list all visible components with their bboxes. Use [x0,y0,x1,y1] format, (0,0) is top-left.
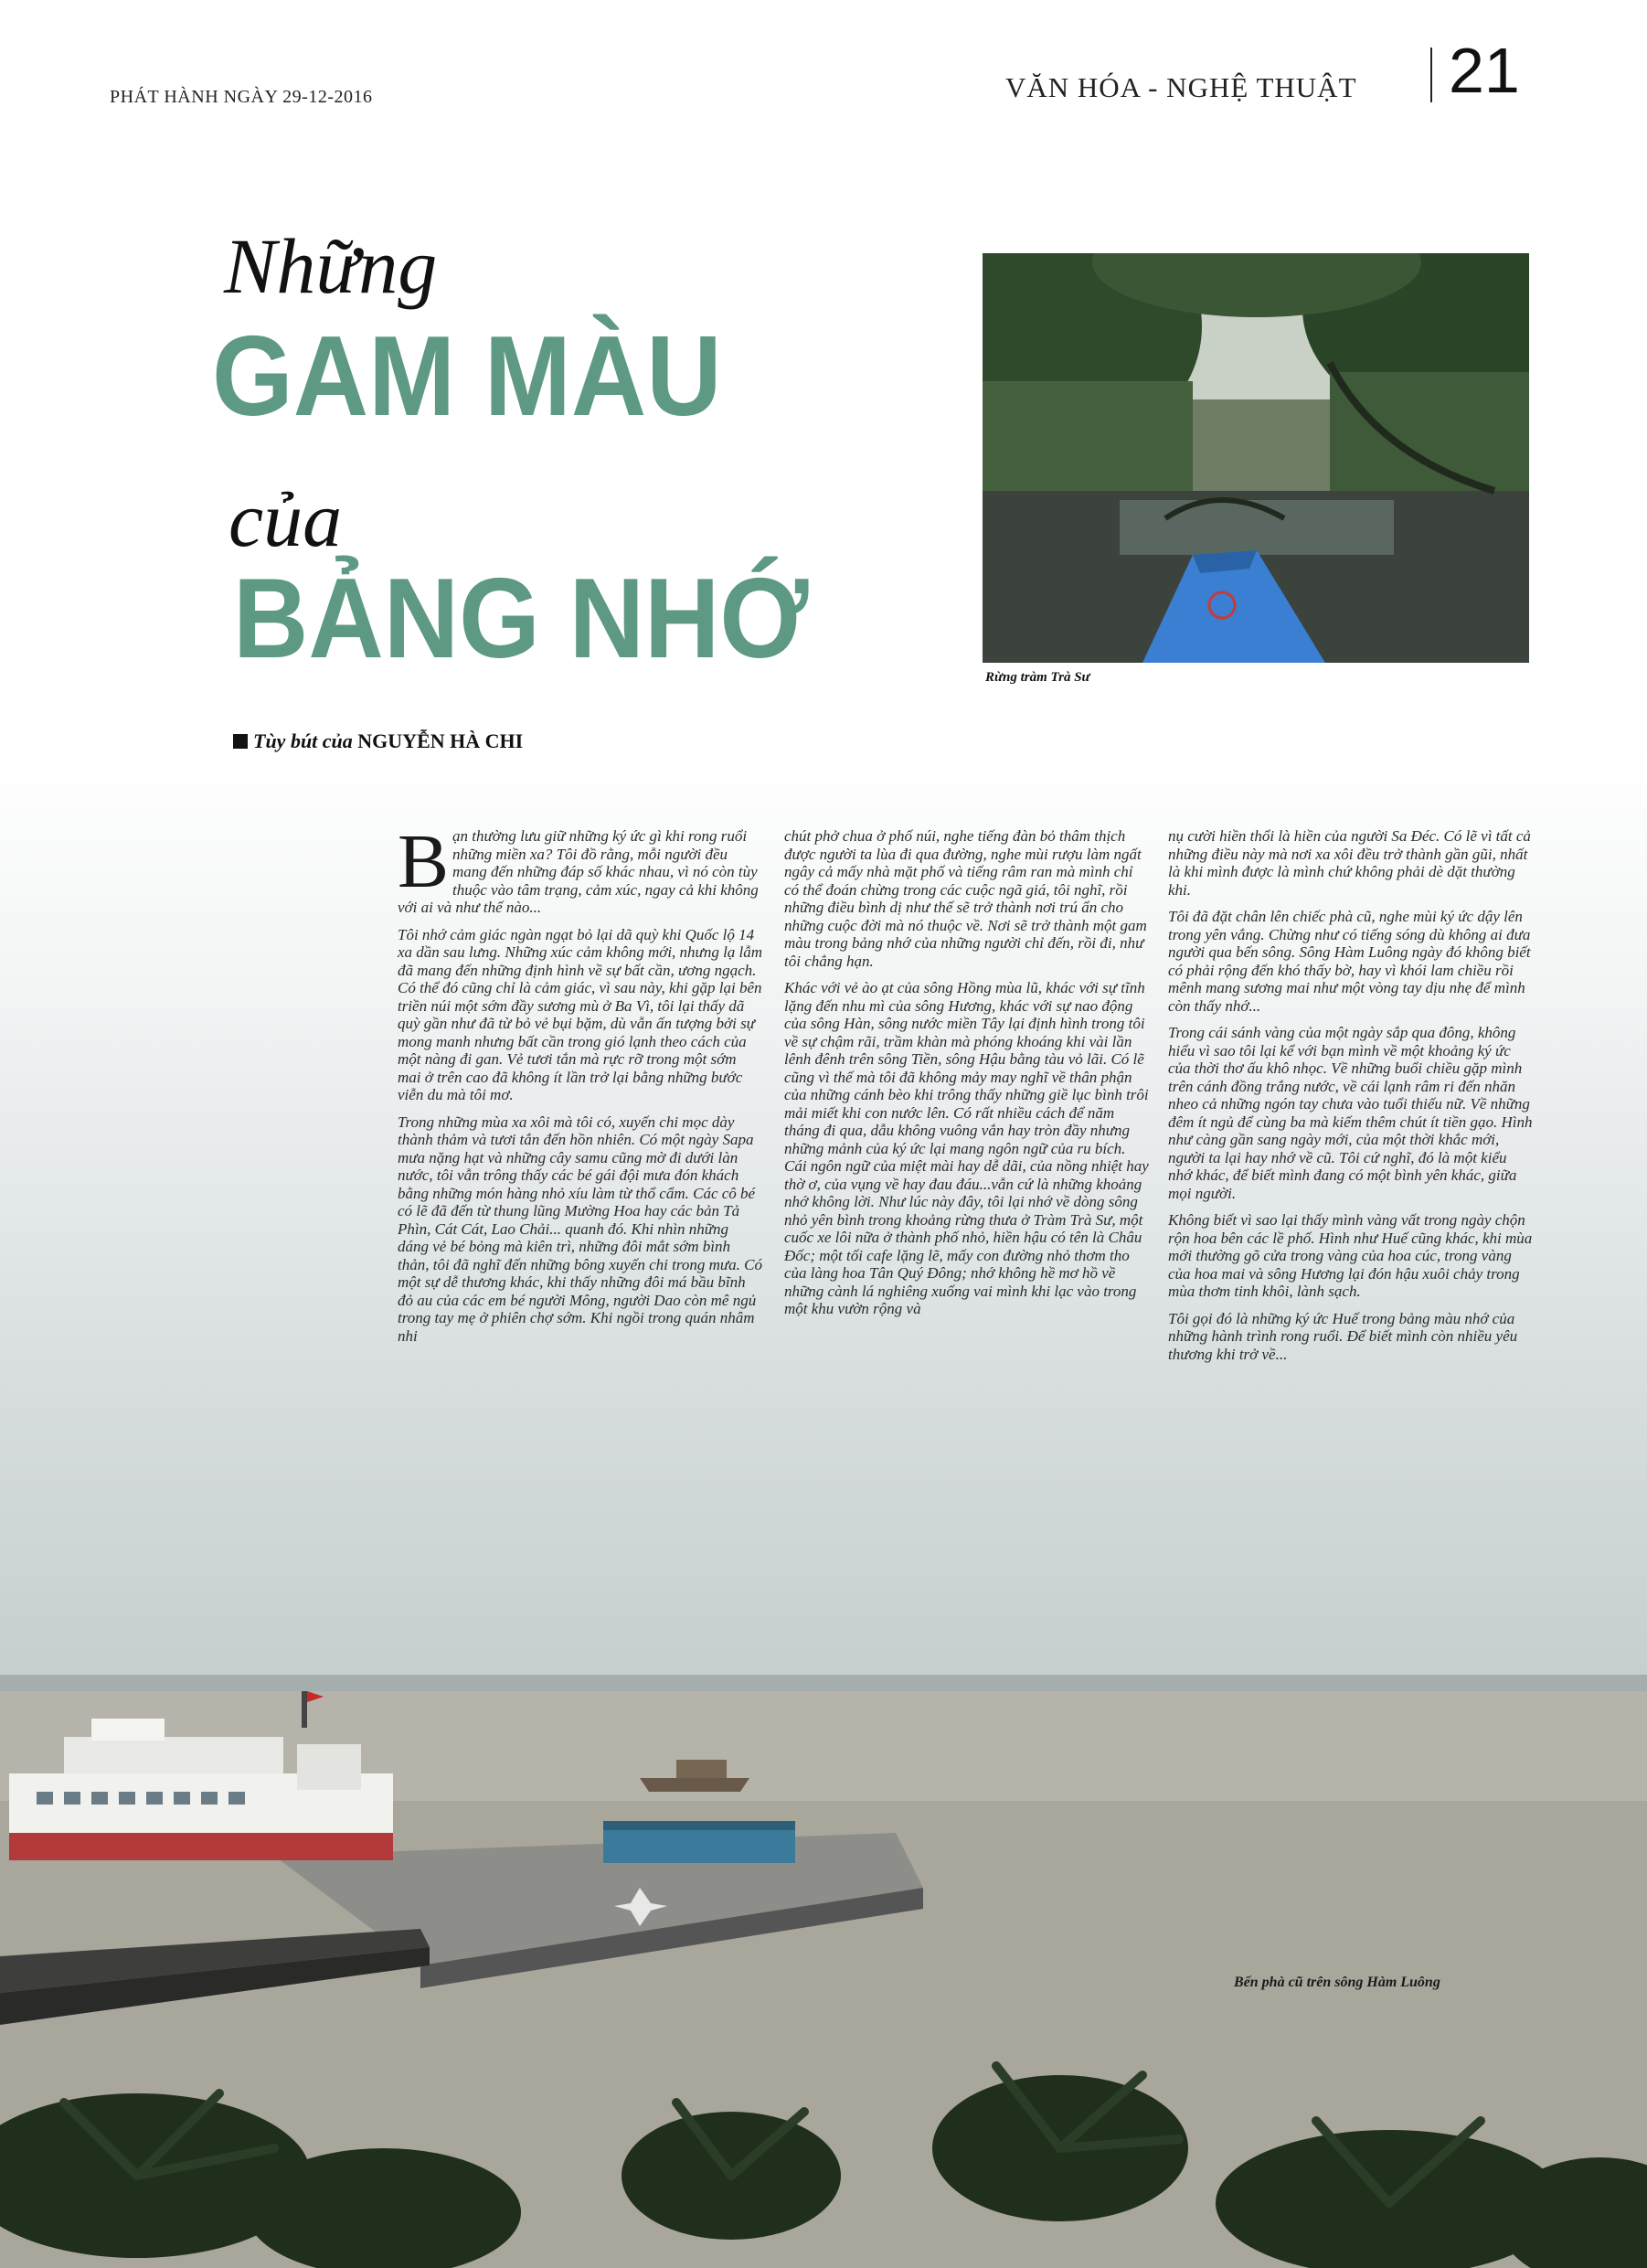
title-line-1: Những [224,222,438,310]
article-paragraph: Tôi đã đặt chân lên chiếc phà cũ, nghe mùi ký ức dậy lên trong yên vắng. Chừng như có tiếng sóng dù không ai đưa người qua bến sông. Sông Hàm Luông ngày đó không biết có phải rộng đến khó thấy bờ, hay vì khói lam chiều rồi mênh mang sương mai như một vòng tay dịu nhẹ để mình còn thấy nhớ... [1168,908,1531,1015]
publication-date: PHÁT HÀNH NGÀY 29-12-2016 [110,87,373,107]
article-paragraph: chút phở chua ở phố núi, nghe tiếng đàn bỏ thâm thịch được người ta lùa đi qua đường, nghe mùi rượu làm ngất ngây cả mấy nhà mặt phố và tiếng râm ran mà mình chỉ có thể đoán chừng trong các cuộc ngã giá, tôi nghĩ, rồi những điều bình dị như thế sẽ trở thành nơi trú ẩn cho những cuộc đời mà nó thuộc về. Nơi sẽ trở thành một gam màu trong bảng nhớ của những người chỉ đến, rồi đi, như tôi chẳng hạn. [784,827,1147,970]
title-line-4: BẢNG NHỚ [233,556,809,682]
title-line-3: của [228,475,343,563]
article-paragraph: nụ cười hiền thổi là hiền của người Sa Đéc. Có lẽ vì tất cả những điều này mà nơi xa xôi đều trở thành gần gũi, nhất là khi mình được là mình chứ không phải dè dặt thường khi. [1168,827,1531,899]
forest-river-drawing [983,253,1529,663]
article-paragraph: Tôi gọi đó là những ký ức Huế trong bảng màu nhớ của những hành trình rong ruổi. Để biết mình còn nhiều yêu thương khi trở về... [1168,1309,1518,1363]
byline [233,729,523,753]
title-line-2: GAM MÀU [212,314,722,440]
article-column-3 [1168,827,1534,1372]
paragraph-text: ạn thường lưu giữ những ký ức gì khi rong ruổi những miền xa? Tôi đồ rằng, mỗi người đều mang đến những đáp số khác nhau, vì nó còn tùy thuộc vào tâm trạng, cảm xúc, ngay cả khi không với ai và như thế nào... [398,827,759,916]
article-paragraph: Trong những mùa xa xôi mà tôi có, xuyến chi mọc dày thành thảm và tươi tắn đến hồn nhiên. Có một ngày Sapa mưa nặng hạt và những cây samu cũng mờ đi dưới làn nước, tôi vẫn trông thấy các bé gái đội mưa đón khách bằng những món hàng nhỏ xíu làm từ thổ cẩm. Các cô bé có lẽ đã đến từ thung lũng Mường Hoa hay các bản Tả Phìn, Cát Cát, Lao Chải... quanh đó. Khi nhìn những dáng vẻ bé bỏng mà kiên trì, những đôi mắt sớm bình thản, tôi đã nghĩ đến những bông xuyến chi trong mưa. Có một sự dễ thương khác, khi thấy những đôi má bầu bĩnh đỏ au của các em bé người Mông, người Dao còn mê ngủ trong tay mẹ ở phiên chợ sớm. Khi ngồi trong quán nhâm nhi [398,1113,762,1345]
drop-cap: B [398,819,450,904]
ferry-photo-caption: Bến phà cũ trên sông Hàm Luông [1234,1975,1440,1990]
square-bullet-icon [233,734,248,749]
page-number: 21 [1449,35,1520,106]
header-divider [1430,48,1432,102]
article-paragraph: Tôi nhớ cảm giác ngàn ngạt bỏ lại dã quỳ khi Quốc lộ 14 xa dần sau lưng. Những xúc cảm không mới, nhưng lạ lẫm đã mang đến những định hình về sự bất cần, ương ngạch. Có thể đó cũng chỉ là cảm giác, vì sau này, khi gặp lại bên triền núi một sớm đầy sương mù ở Ba Vì, tôi lại thấy dã quỳ gần như đã từ bỏ vẻ bụi bặm, dù vẫn ấn tượng bởi sự mong manh nhưng bất cần trong gió lạnh theo cách của một nàng đi gan. Vẻ tươi tắn mà rực rỡ trong một sớm mai ở trên cao đã không ít lần trở lại bằng những bước viễn du mà tôi mơ. [398,925,763,1103]
article-paragraph [398,819,763,917]
article-column-1 [398,819,763,1354]
byline-author: NGUYỄN HÀ CHI [357,729,524,752]
article-paragraph: Trong cái sánh vàng của một ngày sắp qua đông, không hiểu vì sao tôi lại kể với bạn mình về một khoảng ký ức của thời thơ ấu khô nhọc. Về những buổi chiều gặp mình trên cánh đồng trắng nước, về cái lạnh râm ri đến nhăn nheo cả những ngón tay chưa vào tuổi thiếu nữ. Về những đêm ít ngủ để cùng ba mà kiếm thêm chút ít tiền gạo. Hình như càng gần sang ngày mới, của một thời khắc mới, người ta lại hay nhớ về cũ. Tôi cứ nghĩ, đó là một kiểu nhớ khác, để biết mình đang có một bình yên khác, giữa mọi người. [1168,1024,1533,1202]
byline-prefix: Tùy bút của [253,729,353,752]
article-paragraph: Không biết vì sao lại thấy mình vàng vất trong ngày chộn rộn hoa bên các lề phố. Hình như Huế cũng khác, khi mùa mới thường gõ cửa trong vàng của hoa cúc, trong vàng của hoa mai và sông Hương lại đón hậu xuôi chảy trong mùa thơm tinh khôi, lành sạch. [1168,1211,1533,1300]
section-name: VĂN HÓA - NGHỆ THUẬT [1005,71,1357,103]
forest-photo-caption: Rừng tràm Trà Sư [985,670,1090,685]
forest-river-photo [983,253,1529,663]
article-column-2 [784,827,1150,1327]
article-paragraph: Khác với vẻ ào ạt của sông Hồng mùa lũ, khác với sự tĩnh lặng đến nhu mì của sông Hương, khác với sự nao động của sông Hàn, sông nước miền Tây lại định hình trong tôi về sự chậm rãi, trầm khàn mà phóng khoáng khi vài lần lênh đênh trên sông Tiền, sông Hậu bằng tàu vỏ lãi. Có lẽ cũng vì thế mà tôi đã không mảy may nghĩ về thân phận của những cánh bèo khi trông thấy những giề lục bình trôi mải miết khi con nước lên. Có rất nhiều cách để năm tháng đi qua, dẫu không vuông vắn hay tròn đầy nhưng những mảnh của ký ức lại mang ngôn ngữ của ru bích. Cái ngôn ngữ của miệt mài hay dễ dãi, của nồng nhiệt hay thờ ơ, của vụng về hay đau đáu...vẫn cứ là những khoảng nhớ không lời. Như lúc này đây, tôi lại nhớ về dòng sông nhỏ yên bình trong khoảng rừng thưa ở Tràm Trà Sư, một cuốc xe lôi nữa ở thành phố nhỏ, hiền hậu có tên là Châu Đốc; một tối cafe lặng lẽ, mấy con đường nhỏ thơm tho của làng hoa Tân Quý Đông; nhớ không hề mơ hồ về những cành lá nghiêng xuống vai mình khi lạc vào trong một khu vườn rộng và [784,979,1149,1317]
